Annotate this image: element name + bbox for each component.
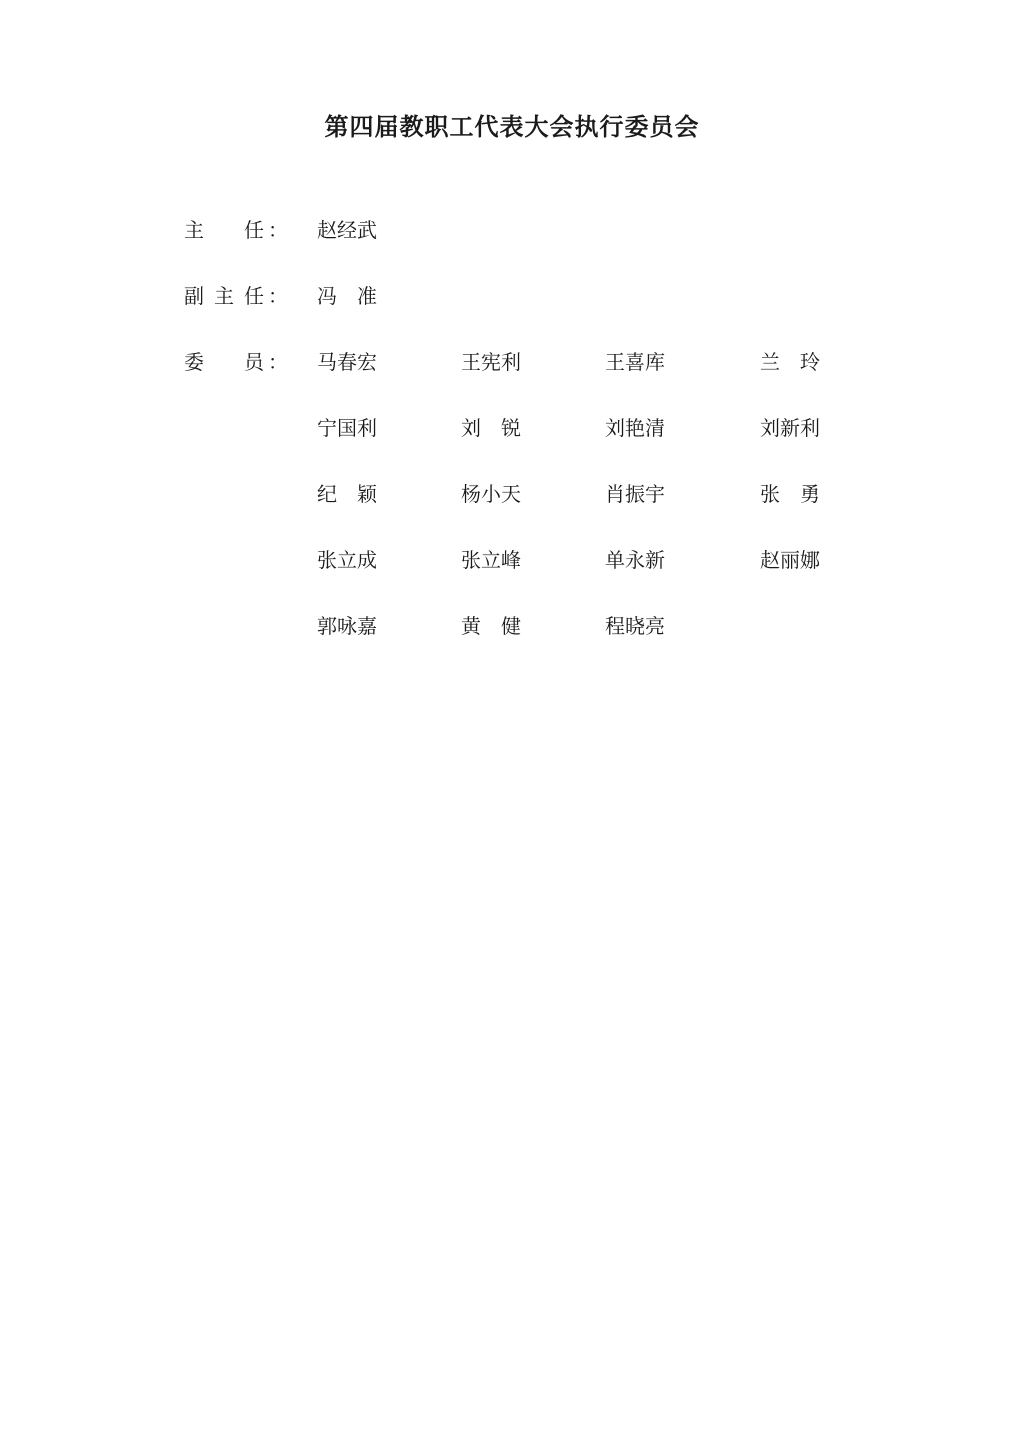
members-row — [0, 611, 1024, 641]
members-row — [0, 413, 1024, 443]
member-name: 单永新 — [605, 548, 665, 572]
members-row — [0, 347, 1024, 377]
member-name: 赵丽娜 — [760, 548, 820, 572]
members-label: 委 员 — [184, 350, 264, 374]
member-name: 杨小天 — [461, 482, 521, 506]
member-name: 郭咏嘉 — [317, 614, 377, 638]
member-name: 刘新利 — [760, 416, 820, 440]
member-name: 宁国利 — [317, 416, 377, 440]
member-name: 肖振宇 — [605, 482, 665, 506]
vice-chair-colon: ： — [268, 284, 288, 308]
members-row — [0, 545, 1024, 575]
members-row — [0, 479, 1024, 509]
member-name: 刘艳清 — [605, 416, 665, 440]
member-name: 程晓亮 — [605, 614, 665, 638]
chair-colon: ： — [268, 218, 288, 242]
member-name: 刘 锐 — [461, 416, 521, 440]
members-colon: ： — [268, 350, 288, 374]
member-name: 兰 玲 — [760, 350, 820, 374]
page-title: 第四届教职工代表大会执行委员会 — [324, 112, 700, 141]
member-name: 王宪利 — [461, 350, 521, 374]
vice-chair-row — [0, 281, 1024, 311]
chair-name: 赵经武 — [317, 218, 377, 242]
member-name: 纪 颖 — [317, 482, 377, 506]
vice-chair-label: 副 主 任 — [184, 284, 264, 308]
member-name: 张立成 — [317, 548, 377, 572]
chair-label: 主 任 — [184, 218, 264, 242]
member-name: 张立峰 — [461, 548, 521, 572]
vice-chair-name: 冯 准 — [317, 284, 377, 308]
chair-row — [0, 215, 1024, 245]
member-name: 马春宏 — [317, 350, 377, 374]
member-name: 黄 健 — [461, 614, 521, 638]
member-name: 王喜库 — [605, 350, 665, 374]
member-name: 张 勇 — [760, 482, 820, 506]
